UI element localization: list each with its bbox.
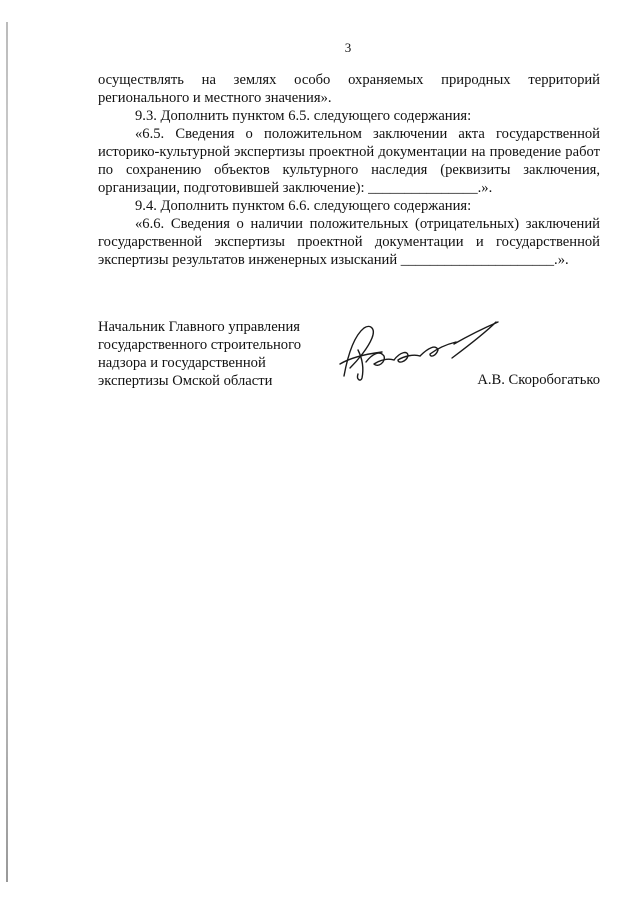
paragraph-continuation: осуществлять на землях особо охраняемых природных территорий регионального и местного значения». <box>98 72 600 106</box>
signatory-title-line: надзора и государственной <box>98 355 266 371</box>
page-number: 3 <box>344 40 352 55</box>
document-body <box>98 71 600 269</box>
signatory-title-line: Начальник Главного управления <box>98 319 301 335</box>
paragraph-item-6-5: «6.5. Сведения о положительном заключении акта государственной историко-культурной экспертизы проектной документации на проведение работ по сохранению объектов культурного наследия (реквизиты заключения, организации, подготовившей заключение): _______________.». <box>98 126 600 196</box>
paragraph-item-9-4: 9.4. Дополнить пунктом 6.6. следующего содержания: <box>135 198 472 214</box>
signatory-name: А.В. Скоробогатько <box>477 372 600 388</box>
signatory-title-line: экспертизы Омской области <box>98 373 273 389</box>
scan-edge-shadow <box>6 22 8 882</box>
signatory-title <box>98 318 301 390</box>
signatory-title-line: государственного строительного <box>98 337 302 353</box>
paragraph-item-6-6: «6.6. Сведения о наличии положительных (отрицательных) заключений государственной экспертизы проектной документации и государственной экспертизы результатов инженерных изысканий _____________________.». <box>98 216 600 268</box>
paragraph-item-9-3: 9.3. Дополнить пунктом 6.5. следующего содержания: <box>135 108 472 124</box>
